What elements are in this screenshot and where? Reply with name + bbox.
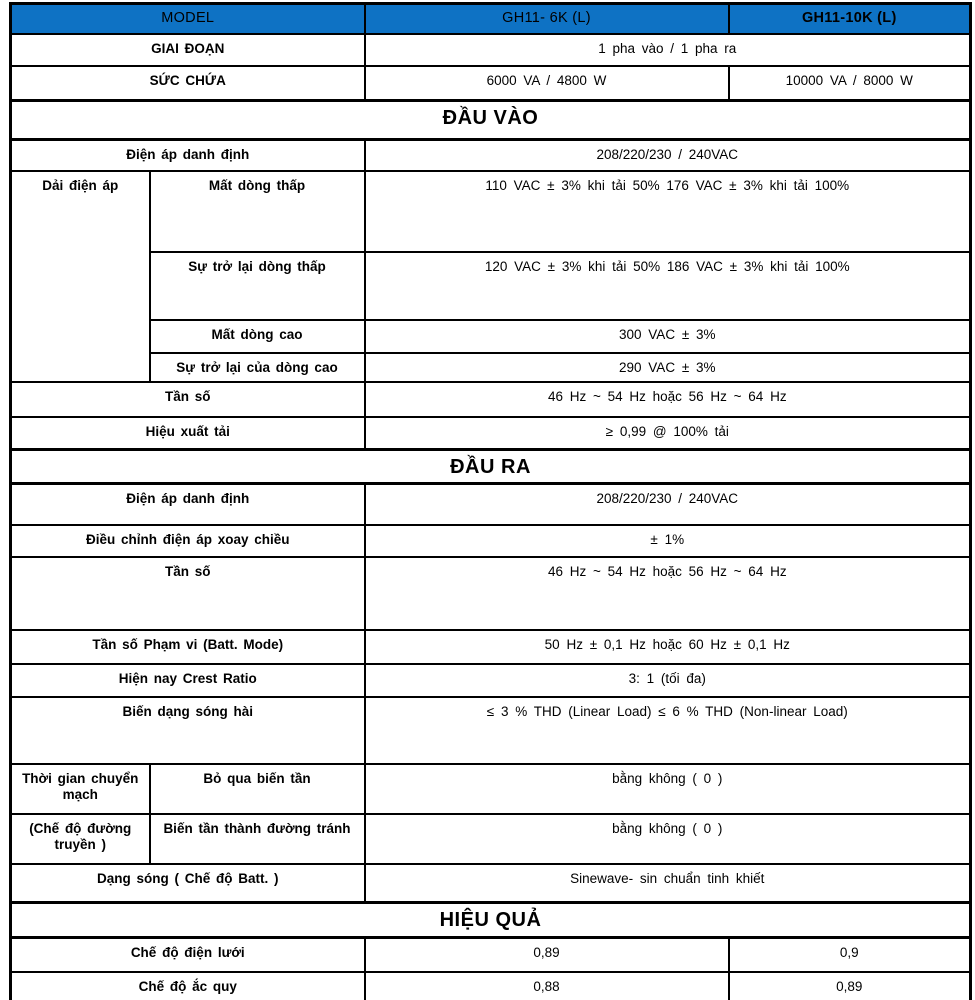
output-frequency-label: Tần số <box>11 557 365 630</box>
battery-mode-efficiency-label: Chế độ ắc quy <box>11 972 365 1000</box>
transfer-time-group-label-1: Thời gian chuyển mạch <box>11 764 150 814</box>
row-transfer-inverter-to-bypass <box>11 764 971 814</box>
crest-ratio-value: 3: 1 (tối đa) <box>365 664 971 697</box>
row-nominal-input-voltage <box>11 140 971 171</box>
section-output-title: ĐẦU RA <box>11 450 971 484</box>
waveform-label: Dạng sóng ( Chế độ Batt. ) <box>11 864 365 902</box>
row-capacity <box>11 66 971 101</box>
ac-voltage-regulation-value: ± 1% <box>365 525 971 557</box>
row-line-mode-efficiency <box>11 937 971 972</box>
phase-value: 1 pha vào / 1 pha ra <box>365 34 971 66</box>
row-harmonic-distortion <box>11 697 971 764</box>
battery-mode-efficiency-value-10k: 0,89 <box>729 972 971 1000</box>
capacity-value-10k: 10000 VA / 8000 W <box>729 66 971 101</box>
row-high-line-comeback <box>11 353 971 382</box>
section-input-title: ĐẦU VÀO <box>11 101 971 140</box>
row-output-frequency <box>11 557 971 630</box>
row-high-line-loss <box>11 320 971 353</box>
output-frequency-value: 46 Hz ~ 54 Hz hoặc 56 Hz ~ 64 Hz <box>365 557 971 630</box>
row-low-line-loss <box>11 171 971 252</box>
input-frequency-value: 46 Hz ~ 54 Hz hoặc 56 Hz ~ 64 Hz <box>365 382 971 417</box>
load-efficiency-value: ≥ 0,99 @ 100% tải <box>365 417 971 450</box>
input-frequency-label: Tần số <box>11 382 365 417</box>
transfer-time-group-label-2: (Chế độ đường truyền ) <box>11 814 150 864</box>
battery-mode-frequency-value: 50 Hz ± 0,1 Hz hoặc 60 Hz ± 0,1 Hz <box>365 630 971 664</box>
header-col-6k: GH11- 6K (L) <box>365 4 729 34</box>
row-crest-ratio <box>11 664 971 697</box>
line-mode-efficiency-value-10k: 0,9 <box>729 937 971 972</box>
row-load-efficiency <box>11 417 971 450</box>
nominal-input-voltage-value: 208/220/230 / 240VAC <box>365 140 971 171</box>
battery-mode-frequency-label: Tần số Phạm vi (Batt. Mode) <box>11 630 365 664</box>
section-output <box>11 450 971 484</box>
table-header-row <box>11 4 971 34</box>
line-mode-efficiency-value-6k: 0,89 <box>365 937 729 972</box>
capacity-label: SỨC CHỨA <box>11 66 365 101</box>
waveform-value: Sinewave- sin chuẩn tinh khiết <box>365 864 971 902</box>
ac-voltage-regulation-label: Điều chỉnh điện áp xoay chiều <box>11 525 365 557</box>
bypass-to-inverter-label: Biến tần thành đường tránh <box>150 814 365 864</box>
load-efficiency-label: Hiệu xuất tải <box>11 417 365 450</box>
row-ac-voltage-regulation <box>11 525 971 557</box>
row-battery-mode-efficiency <box>11 972 971 1000</box>
row-waveform <box>11 864 971 902</box>
crest-ratio-label: Hiện nay Crest Ratio <box>11 664 365 697</box>
row-input-frequency <box>11 382 971 417</box>
nominal-output-voltage-value: 208/220/230 / 240VAC <box>365 483 971 525</box>
high-line-comeback-label: Sự trở lại của dòng cao <box>150 353 365 382</box>
harmonic-distortion-label: Biến dạng sóng hài <box>11 697 365 764</box>
row-phase <box>11 34 971 66</box>
capacity-value-6k: 6000 VA / 4800 W <box>365 66 729 101</box>
section-input <box>11 101 971 140</box>
header-col-10k: GH11-10K (L) <box>729 4 971 34</box>
bypass-to-inverter-value: bằng không ( 0 ) <box>365 814 971 864</box>
spec-table <box>9 2 972 1000</box>
row-battery-mode-frequency <box>11 630 971 664</box>
battery-mode-efficiency-value-6k: 0,88 <box>365 972 729 1000</box>
row-transfer-bypass-to-inverter <box>11 814 971 864</box>
nominal-output-voltage-label: Điện áp danh định <box>11 483 365 525</box>
nominal-input-voltage-label: Điện áp danh định <box>11 140 365 171</box>
inverter-to-bypass-label: Bỏ qua biến tần <box>150 764 365 814</box>
phase-label: GIAI ĐOẠN <box>11 34 365 66</box>
high-line-loss-value: 300 VAC ± 3% <box>365 320 971 353</box>
low-line-loss-label: Mất dòng thấp <box>150 171 365 252</box>
section-efficiency <box>11 902 971 937</box>
high-line-loss-label: Mất dòng cao <box>150 320 365 353</box>
voltage-range-group-label: Dải điện áp <box>11 171 150 382</box>
line-mode-efficiency-label: Chế độ điện lưới <box>11 937 365 972</box>
low-line-comeback-value: 120 VAC ± 3% khi tải 50% 186 VAC ± 3% khi tải 100% <box>365 252 971 320</box>
harmonic-distortion-value: ≤ 3 % THD (Linear Load) ≤ 6 % THD (Non-linear Load) <box>365 697 971 764</box>
row-low-line-comeback <box>11 252 971 320</box>
inverter-to-bypass-value: bằng không ( 0 ) <box>365 764 971 814</box>
high-line-comeback-value: 290 VAC ± 3% <box>365 353 971 382</box>
section-efficiency-title: HIỆU QUẢ <box>11 902 971 937</box>
header-model-label: MODEL <box>11 4 365 34</box>
low-line-comeback-label: Sự trở lại dòng thấp <box>150 252 365 320</box>
row-nominal-output-voltage <box>11 483 971 525</box>
low-line-loss-value: 110 VAC ± 3% khi tải 50% 176 VAC ± 3% khi tải 100% <box>365 171 971 252</box>
